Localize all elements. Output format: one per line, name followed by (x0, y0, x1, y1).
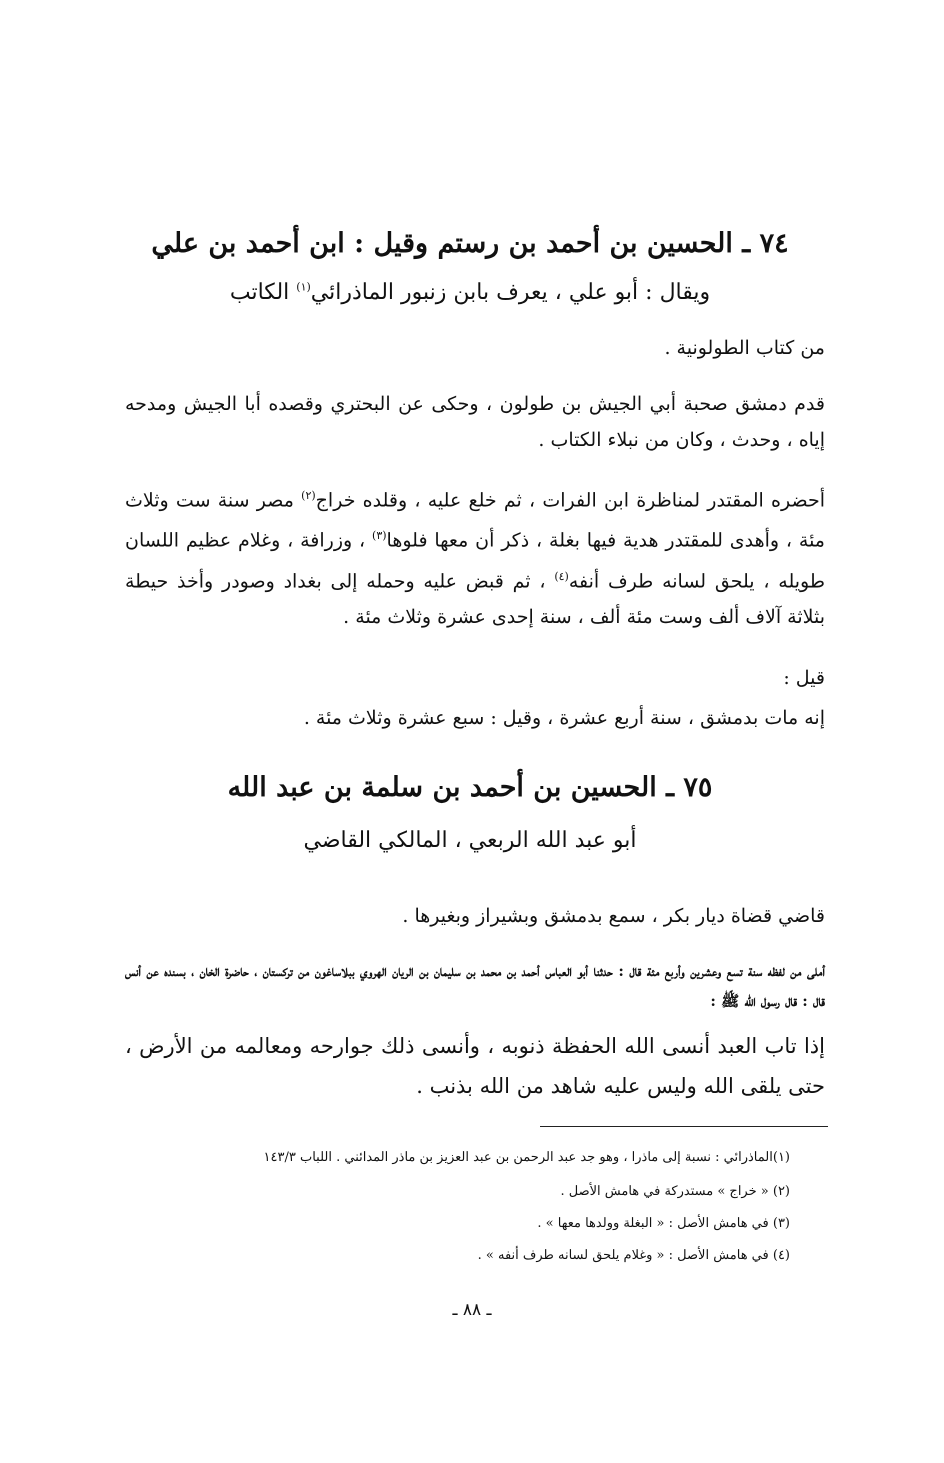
entry-74-subtitle (150, 280, 790, 305)
footnote-1: (١)الماذرائي : نسبة إلى ماذرا ، وهو جد عبد الرحمن بن عبد العزيز بن ماذر المدائني . اللباب ١٤٣/٣ (263, 1150, 790, 1165)
footnote-3: (٣) في هامش الأصل : « البغلة وولدها معها » . (537, 1216, 790, 1231)
footnote-ref-1: (١) (296, 280, 311, 294)
entry-75-subtitle: أبو عبد الله الربعي ، المالكي القاضي (303, 828, 637, 853)
footnote-4: (٤) في هامش الأصل : « وغلام يلحق لسانه طرف أنفه » . (477, 1248, 790, 1263)
entry-75-paragraph-1: قاضي قضاة ديار بكر ، سمع بدمشق وبشيراز وبغيرها . (402, 905, 825, 927)
footnote-ref-3: (٣) (372, 529, 387, 543)
entry-74-qila-label: قيل : (783, 667, 825, 689)
entry-74-paragraph-2-c: ، وزرافة ، وغلام عظيم اللسان طويله ، يلحق لسانه طرف أنفه (125, 529, 825, 592)
entry-75-hadith: إذا تاب العبد أنسى الله الحفظة ذنوبه ، وأنسى ذلك جوارحه ومعالمه من الأرض ، حتى يلقى الله وليس عليه شاهد من الله بذنب . (125, 1034, 825, 1098)
entry-74-subtitle-text: ويقال : أبو علي ، يعرف بابن زنبور الماذرائي (310, 280, 711, 305)
entry-74-source: من كتاب الطولونية . (664, 337, 825, 359)
entry-74-paragraph-3: إنه مات بدمشق ، سنة أربع عشرة ، وقيل : سبع عشرة وثلاث مئة . (303, 707, 825, 729)
page-number: ـ ٨٨ ـ (452, 1300, 492, 1320)
entry-74-title: ٧٤ ـ الحسين بن أحمد بن رستم وقيل : ابن أحمد بن علي (151, 228, 789, 259)
footnote-2: (٢) « خراج » مستدركة في هامش الأصل . (560, 1184, 790, 1199)
entry-74-paragraph-2 (125, 478, 825, 635)
entry-74-paragraph-2-a: أحضره المقتدر لمناظرة ابن الفرات ، ثم خلع عليه ، وقلده خراج (315, 489, 825, 512)
entry-74-paragraph-1: قدم دمشق صحبة أبي الجيش بن طولون ، وحكى عن البحتري وقصده أبا الجيش ومدحه إياه ، وحدث ، وكان من نبلاء الكتاب . (125, 393, 825, 451)
footnote-separator (540, 1126, 828, 1127)
entry-75-isnad: أملى من لفظه سنة تسع وعشرين وأربع مئة قال : حدثنا أبو العباس أحمد بن محمد بن سليمان بن الريان الهروي ببلاساغون من تركستان ، حاضرة الخان ، بسنده عن أنس قال : قال رسول الله ﷺ : (125, 962, 825, 1010)
footnote-ref-2: (٢) (301, 489, 316, 502)
entry-74-subtitle-tail: الكاتب (229, 280, 290, 305)
footnote-ref-4: (٤) (554, 569, 569, 583)
entry-74-paragraph-2-d: ، ثم قبض عليه وحمله إلى بغداد وصودر وأخذ حيطة بثلاثة آلاف ألف وست مئة ألف ، سنة إحدى عشرة وثلاث مئة . (125, 569, 825, 628)
entry-74-paragraph-2-b: مصر سنة ست وثلاث مئة ، وأهدى للمقتدر هدية فيها بغلة ، ذكر أن معها فلوها (125, 489, 825, 552)
entry-75-title: ٧٥ ـ الحسين بن أحمد بن سلمة بن عبد الله (227, 772, 713, 803)
